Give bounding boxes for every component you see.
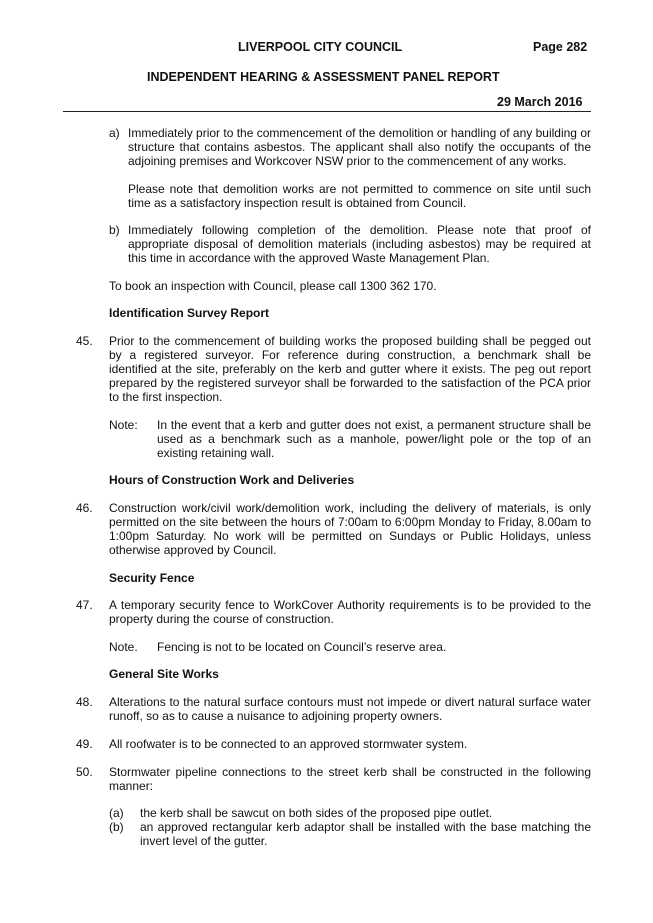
condition-number: 45.	[76, 334, 93, 348]
section-heading: Security Fence	[109, 571, 195, 585]
item-a-text: Immediately prior to the commencement of the demolition or handling of any building or structure that contains asbestos. The applicant shall also notify the occupants of the adjoining premises and Workcover NSW prior to the commencement of any works.	[128, 126, 591, 168]
section-heading: Hours of Construction Work and Deliveries	[109, 473, 355, 487]
item-a-label: a)	[109, 126, 120, 140]
subitem-text: the kerb shall be sawcut on both sides of the proposed pipe outlet.	[140, 806, 493, 820]
note-label: Note.	[109, 640, 138, 654]
note-text: In the event that a kerb and gutter does not exist, a permanent structure shall be used as a benchmark such as a manhole, power/light pole or the top of an existing retaining wall.	[157, 418, 591, 460]
condition-number: 47.	[76, 598, 93, 612]
condition-text: Construction work/civil work/demolition work, including the delivery of materials, is only permitted on the site between the hours of 7:00am to 6:00pm Monday to Friday, 8.00am to 1:00pm Saturday. No work will be permitted on Sundays or Public Holidays, unless otherwise approved by Council.	[109, 501, 591, 557]
page-number: Page 282	[533, 40, 588, 54]
section-heading: Identification Survey Report	[109, 306, 270, 320]
note-text: Fencing is not to be located on Council’s reserve area.	[157, 640, 447, 654]
condition-number: 49.	[76, 737, 93, 751]
condition-number: 46.	[76, 501, 93, 515]
condition-text: Alterations to the natural surface contours must not impede or divert natural surface water runoff, so as to cause a nuisance to adjoining property owners.	[109, 695, 591, 723]
condition-number: 48.	[76, 695, 93, 709]
council-name: LIVERPOOL CITY COUNCIL	[238, 40, 403, 54]
section-heading: General Site Works	[109, 667, 219, 681]
note-label: Note:	[109, 418, 138, 432]
condition-text: Stormwater pipeline connections to the street kerb shall be constructed in the following manner:	[109, 765, 591, 793]
header-rule	[63, 111, 591, 112]
item-b-label: b)	[109, 223, 120, 237]
report-date: 29 March 2016	[497, 95, 583, 109]
item-a-note: Please note that demolition works are not permitted to commence on site until such time as a satisfactory inspection result is obtained from Council.	[128, 182, 591, 210]
condition-text: A temporary security fence to WorkCover Authority requirements is to be provided to the property during the course of construction.	[109, 598, 591, 626]
subitem-label: (b)	[109, 820, 124, 834]
booking-text: To book an inspection with Council, please call 1300 362 170.	[109, 279, 437, 293]
item-b-text: Immediately following completion of the demolition. Please note that proof of appropriate disposal of demolition materials (including asbestos) may be required at this time in accordance with the approved Waste Management Plan.	[128, 223, 591, 265]
condition-text: Prior to the commencement of building works the proposed building shall be pegged out by a registered surveyor. For reference during construction, a benchmark shall be identified at the site, preferably on the kerb and gutter where it exists. The peg out report prepared by the registered surveyor shall be forwarded to the satisfaction of the PCA prior to the first inspection.	[109, 334, 591, 404]
subitem-label: (a)	[109, 806, 124, 820]
condition-number: 50.	[76, 765, 93, 779]
subitem-text: an approved rectangular kerb adaptor shall be installed with the base matching the invert level of the gutter.	[140, 820, 591, 848]
condition-text: All roofwater is to be connected to an approved stormwater system.	[109, 737, 468, 751]
report-title: INDEPENDENT HEARING & ASSESSMENT PANEL REPORT	[147, 70, 500, 84]
